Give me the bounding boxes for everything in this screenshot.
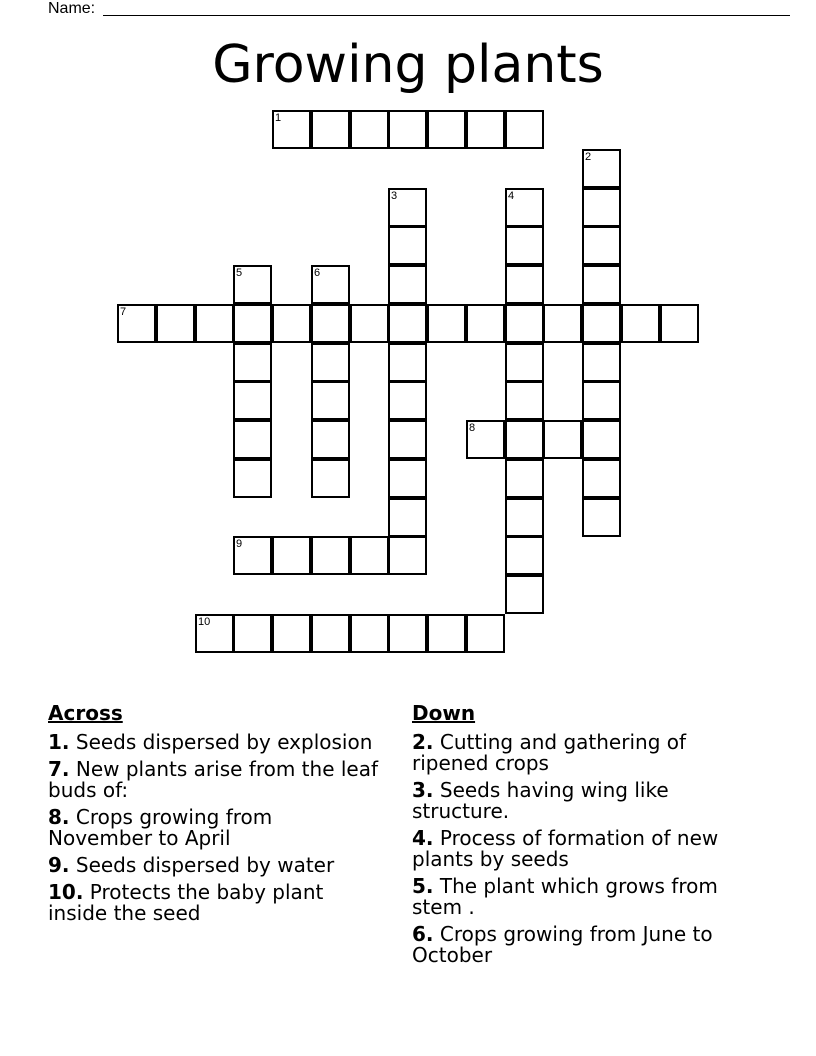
crossword-cell[interactable]	[311, 381, 350, 420]
crossword-cell[interactable]	[505, 265, 544, 304]
crossword-cell[interactable]	[156, 304, 195, 343]
crossword-cell[interactable]	[466, 304, 505, 343]
crossword-cell[interactable]	[388, 420, 427, 459]
crossword-cell[interactable]	[543, 420, 582, 459]
crossword-cell[interactable]	[233, 304, 272, 343]
crossword-cell[interactable]	[233, 265, 272, 304]
clue-number: 9	[236, 538, 243, 550]
clue-across-8: 8. Crops growing from November to April	[48, 805, 273, 850]
clue-number: 2	[585, 151, 592, 163]
crossword-cell[interactable]	[582, 420, 621, 459]
crossword-cell[interactable]	[350, 304, 389, 343]
crossword-cell[interactable]	[350, 614, 389, 653]
crossword-cell[interactable]	[311, 343, 350, 382]
clue-down-2: 2. Cutting and gathering of ripened crops	[412, 730, 687, 775]
clue-number: 5	[236, 267, 243, 279]
crossword-cell[interactable]	[272, 536, 311, 575]
crossword-cell[interactable]	[117, 304, 156, 343]
crossword-cell[interactable]	[582, 149, 621, 188]
crossword-cell[interactable]	[311, 304, 350, 343]
crossword-cell[interactable]	[233, 381, 272, 420]
crossword-cell[interactable]	[582, 498, 621, 537]
crossword-cell[interactable]	[505, 498, 544, 537]
crossword-cell[interactable]	[582, 304, 621, 343]
crossword-cell[interactable]	[466, 110, 505, 149]
crossword-cell[interactable]	[311, 614, 350, 653]
clue-number: 8	[469, 422, 476, 434]
crossword-cell[interactable]	[505, 110, 544, 149]
clue-down-6: 6. Crops growing from June to October	[412, 922, 713, 967]
clue-across-1: 1. Seeds dispersed by explosion	[48, 730, 373, 754]
crossword-cell[interactable]	[233, 536, 272, 575]
crossword-cell[interactable]	[195, 304, 234, 343]
crossword-cell[interactable]	[505, 536, 544, 575]
crossword-cell[interactable]	[388, 614, 427, 653]
crossword-cell[interactable]	[466, 420, 505, 459]
crossword-cell[interactable]	[388, 110, 427, 149]
clue-number: 7	[120, 306, 127, 318]
clue-down-4: 4. Process of formation of new plants by seeds	[412, 826, 719, 871]
crossword-cell[interactable]	[388, 188, 427, 227]
clue-number: 3	[391, 190, 398, 202]
crossword-cell[interactable]	[311, 459, 350, 498]
crossword-cell[interactable]	[505, 188, 544, 227]
across-heading: Across	[48, 701, 123, 725]
across-clues	[48, 700, 378, 930]
crossword-cell[interactable]	[388, 381, 427, 420]
clue-number: 1	[275, 112, 282, 124]
crossword-cell[interactable]	[505, 226, 544, 265]
crossword-cell[interactable]	[582, 226, 621, 265]
crossword-cell[interactable]	[272, 304, 311, 343]
crossword-cell[interactable]	[582, 188, 621, 227]
clue-down-5: 5. The plant which grows from stem .	[412, 874, 718, 919]
crossword-cell[interactable]	[582, 459, 621, 498]
crossword-cell[interactable]	[388, 343, 427, 382]
crossword-cell[interactable]	[311, 265, 350, 304]
crossword-cell[interactable]	[233, 343, 272, 382]
crossword-cell[interactable]	[388, 304, 427, 343]
crossword-cell[interactable]	[350, 110, 389, 149]
down-heading: Down	[412, 701, 476, 725]
crossword-cell[interactable]	[505, 343, 544, 382]
crossword-cell[interactable]	[350, 536, 389, 575]
clue-across-10: 10. Protects the baby plant inside the seed	[48, 880, 324, 925]
crossword-cell[interactable]	[505, 381, 544, 420]
down-clues	[412, 700, 742, 972]
clue-number: 4	[508, 190, 515, 202]
crossword-cell[interactable]	[388, 459, 427, 498]
crossword-cell[interactable]	[427, 110, 466, 149]
crossword-cell[interactable]	[388, 226, 427, 265]
crossword-cell[interactable]	[427, 304, 466, 343]
crossword-cell[interactable]	[388, 498, 427, 537]
crossword-cell[interactable]	[388, 536, 427, 575]
crossword-cell[interactable]	[466, 614, 505, 653]
crossword-cell[interactable]	[621, 304, 660, 343]
crossword-cell[interactable]	[272, 110, 311, 149]
crossword-cell[interactable]	[505, 420, 544, 459]
crossword-cell[interactable]	[233, 420, 272, 459]
clue-number: 6	[314, 267, 321, 279]
crossword-cell[interactable]	[311, 536, 350, 575]
crossword-cell[interactable]	[311, 420, 350, 459]
name-label: Name:	[48, 0, 96, 17]
crossword-cell[interactable]	[660, 304, 699, 343]
crossword-cell[interactable]	[427, 614, 466, 653]
clue-down-3: 3. Seeds having wing like structure.	[412, 778, 669, 823]
crossword-cell[interactable]	[195, 614, 234, 653]
crossword-cell[interactable]	[582, 381, 621, 420]
clue-across-9: 9. Seeds dispersed by water	[48, 853, 335, 877]
crossword-cell[interactable]	[233, 614, 272, 653]
crossword-cell[interactable]	[272, 614, 311, 653]
crossword-cell[interactable]	[233, 459, 272, 498]
crossword-cell[interactable]	[505, 304, 544, 343]
crossword-cell[interactable]	[311, 110, 350, 149]
page-title: Growing plants	[212, 35, 604, 95]
crossword-cell[interactable]	[505, 575, 544, 614]
clue-number: 10	[198, 616, 211, 628]
crossword-cell[interactable]	[543, 304, 582, 343]
crossword-cell[interactable]	[388, 265, 427, 304]
crossword-cell[interactable]	[505, 459, 544, 498]
crossword-cell[interactable]	[582, 265, 621, 304]
crossword-cell[interactable]	[582, 343, 621, 382]
clue-across-7: 7. New plants arise from the leaf buds of:	[48, 757, 379, 802]
